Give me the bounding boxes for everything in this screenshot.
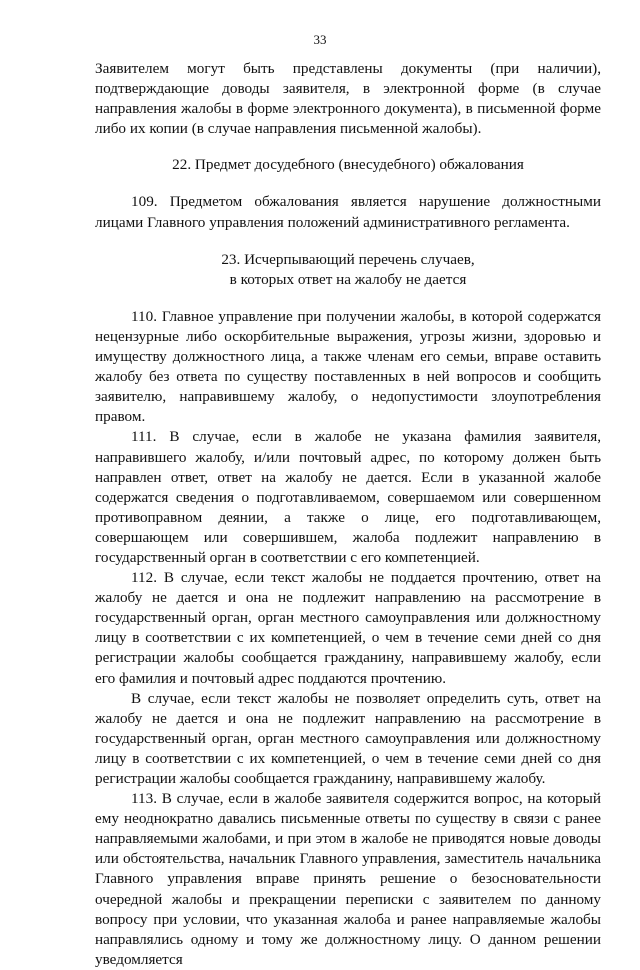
paragraph-109: 109. Предметом обжалования является нарушение должностными лицами Главного управления положений административного регламента.	[95, 193, 601, 231]
paragraph-112: 112. В случае, если текст жалобы не поддается прочтению, ответ на жалобу не дается и она не подлежит направлению на рассмотрение в государственный орган, орган местного самоуправления или должностному лицу в соответствии с их компетенцией, о чем в течение семи дней со дня регистрации жалобы сообщается гражданину, направившему жалобу, если его фамилия и почтовый адрес поддаются прочтению.	[95, 569, 601, 687]
document-body	[95, 59, 601, 970]
paragraph-intro: Заявителем могут быть представлены документы (при наличии), подтверждающие доводы заявителя, в электронной форме (в случае направления жалобы в форме электронного документа), в письменной форме либо их копии (в случае направления письменной жалобы).	[95, 60, 601, 138]
paragraph-110: 110. Главное управление при получении жалобы, в которой содержатся нецензурные либо оскорбительные выражения, угрозы жизни, здоровью и имуществу должностного лица, а также членам его семьи, вправе оставить жалобу без ответа по существу поставленных в ней вопросов и сообщить заявителю, направившему жалобу, о недопустимости злоупотребления правом.	[95, 307, 601, 426]
paragraph-113: 113. В случае, если в жалобе заявителя содержится вопрос, на который ему неоднократно давались письменные ответы по существу в связи с ранее направляемыми жалобами, и при этом в жалобе не приводятся новые доводы или обстоятельства, начальник Главного управления, заместитель начальника Главного управления вправе принять решение о безосновательности очередной жалобы и прекращении переписки с заявителем по данному вопросу при условии, что указанная жалоба и ранее направляемые жалобы направлялись одному и тому же должностному лицу. О данном решении уведомляется	[95, 790, 601, 968]
section-heading-22: 22. Предмет досудебного (внесудебного) обжалования	[172, 156, 524, 174]
paragraph-111: 111. В случае, если в жалобе не указана фамилия заявителя, направившего жалобу, и/или почтовый адрес, по которому должен быть направлен ответ, ответ на жалобу не дается. Если в указанной жалобе содержатся сведения о подготавливаемом, совершаемом или совершенном противоправном деянии, а также о лице, его подготавливающем, совершающем или совершившем, жалоба подлежит направлению в государственный орган в соответствии с его компетенцией.	[95, 428, 601, 566]
section-heading-23-line1: 23. Исчерпывающий перечень случаев,	[221, 250, 475, 268]
paragraph-112-continued: В случае, если текст жалобы не позволяет определить суть, ответ на жалобу не дается и она не подлежит направлению на рассмотрение в государственный орган, орган местного самоуправления или должностному лицу в соответствии с их компетенцией, о чем в течение семи дней со дня регистрации жалобы сообщается гражданину, направившему жалобу.	[95, 689, 601, 787]
page-number: 33	[313, 32, 327, 47]
section-heading-23-line2: в которых ответ на жалобу не дается	[229, 270, 467, 288]
section-heading-23	[95, 250, 601, 290]
